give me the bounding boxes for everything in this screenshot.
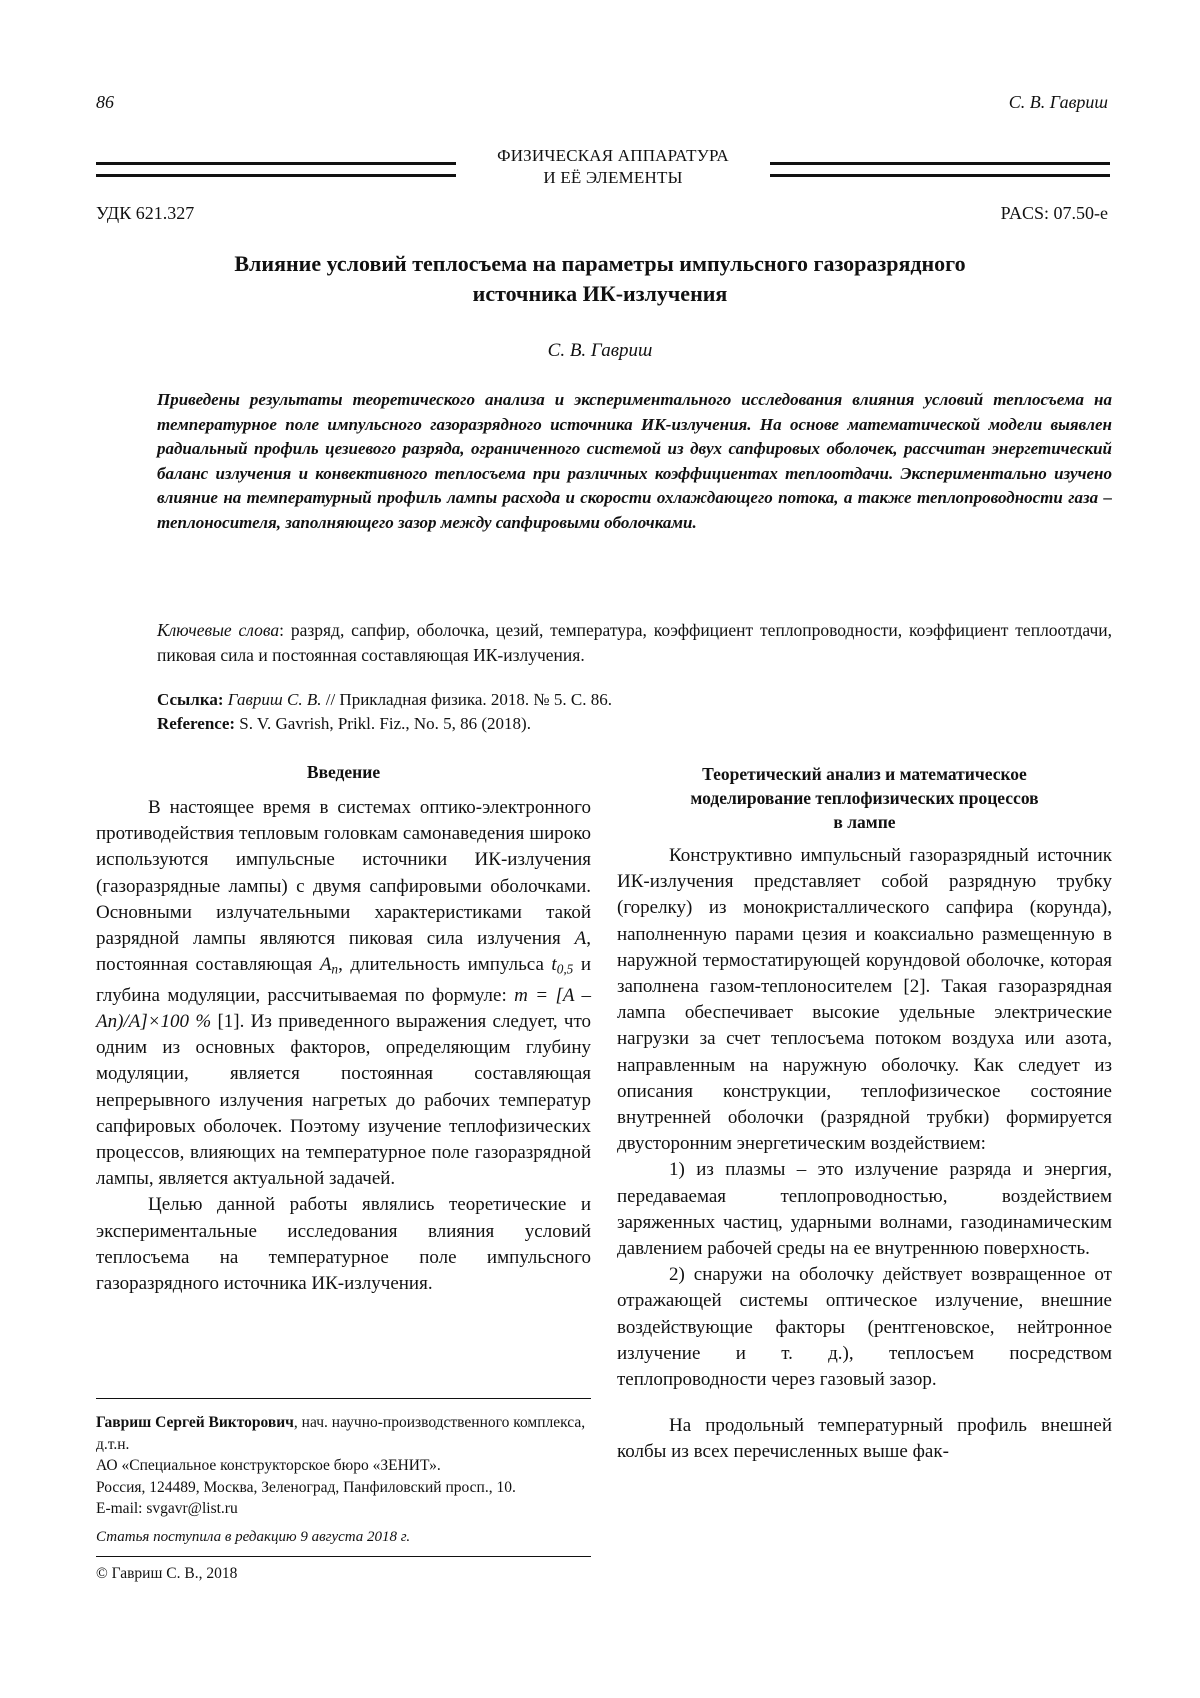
var-an <box>320 954 338 975</box>
author-full-name: Гавриш Сергей Викторович <box>96 1414 294 1431</box>
var-a: A <box>574 928 587 950</box>
keywords <box>157 618 1112 667</box>
keywords-label: Ключевые слова <box>157 620 280 640</box>
intro-paragraph-2: Целью данной работы являлись теоретические и экспериментальные исследования влияния условий теплосъема на температурное поле импульсного газоразрядного источника ИК-излучения. <box>96 1194 591 1294</box>
theory-heading-line-1: Теоретический анализ и математическое <box>702 764 1027 784</box>
intro-heading: Введение <box>306 762 381 782</box>
copyright-divider <box>96 1556 591 1557</box>
rubric-rule-left <box>96 162 456 177</box>
footnote-divider <box>96 1398 591 1399</box>
var-t-sub: 0,5 <box>556 961 574 977</box>
citation-source: // Прикладная физика. 2018. № 5. С. 86. <box>321 690 612 709</box>
title-line-2: источника ИК-излучения <box>472 281 728 306</box>
theory-paragraph-1: Конструктивно импульсный газоразрядный источник ИК-излучения представляет собой разрядную трубку (горелку) из монокристаллического сапфира (корунда), наполненную парами цезия и коаксиально размещенную в наружной термостатирующей корундовой оболочке, которая заполнена газом-теплоносителем [2]. Такая газоразрядная лампа обеспечивает высокие удельные электрические нагрузки за счет теплосъема потоком воздуха или азота, направленным на наружную оболочку. Как следует из описания конструкции, теплофизическое состояние внутренней оболочки (разрядной трубки) формируется двусторонним энергетическим воздействием: <box>617 845 1112 1155</box>
author-info <box>96 1412 591 1520</box>
var-t-base: t <box>551 954 557 976</box>
author-org: АО «Специальное конструкторское бюро «ЗЕНИТ». <box>96 1457 441 1474</box>
author-email: E-mail: svgavr@list.ru <box>96 1500 238 1517</box>
rubric-text <box>456 145 770 189</box>
intro-paragraph-1 <box>96 795 591 1192</box>
rubric-rule-right <box>770 162 1110 177</box>
theory-heading-line-3: в лампе <box>833 812 896 832</box>
reference-label: Reference: <box>157 714 236 733</box>
section-rubric <box>0 145 1200 193</box>
rubric-line-2: И ЕЁ ЭЛЕМЕНТЫ <box>543 168 683 187</box>
rubric-line-1: ФИЗИЧЕСКАЯ АППАРАТУРА <box>497 146 729 165</box>
citation-block <box>157 688 1112 736</box>
modulation-formula: m = [A – Aп)/A]×100 % <box>96 984 591 1032</box>
article-title <box>100 249 1100 309</box>
author-address: Россия, 124489, Москва, Зеленоград, Панфиловский просп., 10. <box>96 1478 516 1496</box>
intro-text-a: В настоящее время в системах оптико-электронного противодействия тепловым головкам самонаведения широко используются импульсные источники ИК-излучения (газоразрядные лампы) с двумя сапфировыми оболочками. Основными излучательными характеристиками такой разрядной лампы являются пиковая сила излучения <box>96 797 591 950</box>
intro-column <box>96 795 591 1297</box>
theory-heading-line-2: моделирование теплофизических процессов <box>690 788 1039 808</box>
author-position: , нач. научно-производственного комплекса, д.т.н. <box>96 1414 586 1453</box>
received-date: Статья поступила в редакцию 9 августа 2018 г. <box>96 1529 411 1545</box>
title-line-1: Влияние условий теплосъема на параметры импульсного газоразрядного <box>234 251 966 276</box>
var-an-sub: п <box>331 961 339 977</box>
abstract: Приведены результаты теоретического анализа и экспериментального исследования влияния условий теплосъема на температурное поле импульсного газоразрядного источника ИК-излучения. На основе математической модели выявлен радиальный профиль цезиевого разряда, ограниченного системой из двух сапфировых оболочек, рассчитан энергетический баланс излучения и конвективного теплосъема при различных коэффициентах теплоотдачи. Экспериментально изучено влияние на температурный профиль лампы расхода и скорости охлаждающего потока, а также теплопроводности газа – теплоносителя, заполняющего зазор между сапфировыми оболочками. <box>157 390 1112 532</box>
author-info-name <box>96 1412 591 1455</box>
theory-column <box>617 843 1112 1466</box>
pacs-code: PACS: 07.50-e <box>1000 203 1108 223</box>
intro-text-e: [1]. Из приведенного выражения следует, что одним из основных факторов, определяющим глубину модуляции, является постоянная составляющая непрерывного излучения нагретых до рабочих температур сапфировых оболочек. Поэтому изучение теплофизических процессов, влияющих на температурное поле газоразрядной лампы, является актуальной задачей. <box>96 1010 591 1190</box>
copyright: © Гавриш С. В., 2018 <box>96 1565 238 1582</box>
page-number: 86 <box>96 92 114 112</box>
citation-author: Гавриш С. В. <box>227 690 322 709</box>
intro-text-c: , длительность импульса <box>338 954 552 976</box>
article-author: С. В. Гавриш <box>547 340 653 361</box>
running-author: С. В. Гавриш <box>1008 92 1108 112</box>
citation-en <box>157 712 1112 736</box>
citation-label: Ссылка: <box>157 690 224 709</box>
var-an-base: A <box>319 954 332 976</box>
theory-heading <box>617 762 1112 834</box>
intro-text-d: и глубина модуляции, рассчитываемая по формуле: <box>96 954 592 1006</box>
udk-code: УДК 621.327 <box>96 203 195 223</box>
intro-text-b: , постоянная составляющая <box>96 928 591 976</box>
keywords-text: : разряд, сапфир, оболочка, цезий, температура, коэффициент теплопроводности, коэффициент теплоотдачи, пиковая сила и постоянная составляющая ИК-излучения. <box>157 620 1112 665</box>
theory-paragraph-4: На продольный температурный профиль внешней колбы из всех перечисленных выше фак- <box>617 1415 1112 1463</box>
var-t <box>551 954 573 975</box>
theory-paragraph-2: 1) из плазмы – это излучение разряда и энергия, передаваемая теплопроводностью, воздействием заряженных частиц, ударными волнами, газодинамическим давлением рабочей среды на ее внутреннюю поверхность. <box>617 1159 1112 1260</box>
citation-ru <box>157 688 1112 712</box>
theory-paragraph-3: 2) снаружи на оболочку действует возвращенное от отражающей системы оптическое излучение, внешние воздействующие факторы (рентгеновское, нейтронное излучение и т. д.), теплосъем посредством теплопроводности через газовый зазор. <box>617 1264 1112 1391</box>
reference-text: S. V. Gavrish, Prikl. Fiz., No. 5, 86 (2018). <box>235 714 531 733</box>
